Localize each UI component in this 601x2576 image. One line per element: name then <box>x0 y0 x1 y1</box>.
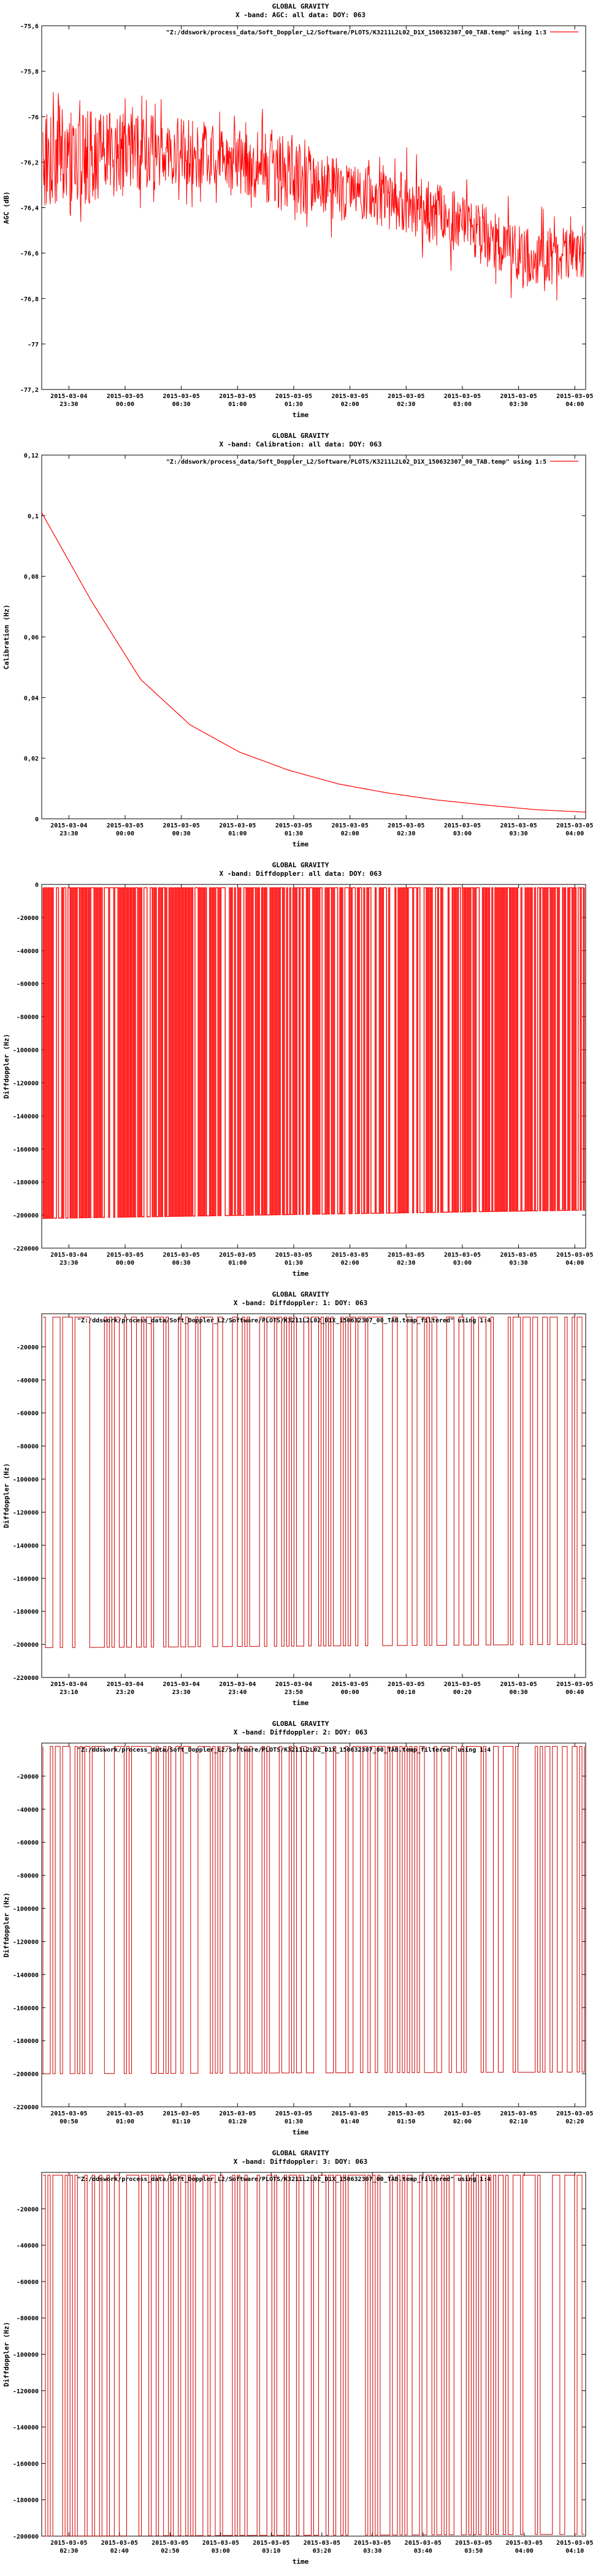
x-tick-date: 2015-03-05 <box>106 393 144 400</box>
chart-subtitle: X -band: Diffdoppler: 1: DOY: 063 <box>233 1299 368 1307</box>
x-tick-time: 00:40 <box>565 1689 584 1696</box>
x-tick-time: 04:00 <box>515 2548 534 2555</box>
x-tick-date: 2015-03-05 <box>556 2540 594 2547</box>
y-tick-label: -100000 <box>12 1906 39 1913</box>
chart-agc-svg <box>0 0 601 429</box>
x-tick-date: 2015-03-05 <box>500 393 537 400</box>
x-tick-date: 2015-03-05 <box>219 393 256 400</box>
y-tick-label: -40000 <box>16 1377 39 1384</box>
y-tick-label: -20000 <box>16 1773 39 1781</box>
y-tick-label: -180000 <box>12 2038 39 2045</box>
series-trace <box>43 1746 584 2074</box>
x-tick-date: 2015-03-05 <box>556 822 594 829</box>
x-tick-date: 2015-03-05 <box>163 393 200 400</box>
x-tick-time: 23:50 <box>284 1689 304 1696</box>
y-tick-label: -120000 <box>12 1939 39 1946</box>
y-tick-label: 0,12 <box>23 453 39 459</box>
x-tick-time: 04:00 <box>565 1260 584 1267</box>
chart-subtitle: X -band: AGC: all data: DOY: 063 <box>235 11 366 19</box>
x-tick-time: 00:20 <box>453 1689 472 1696</box>
legend-text: "Z:/ddswork/process_data/Soft_Doppler_L2/Software/PLOTS/K3211L2L02_D1X_150632307_00_TAB.temp" using 1:5 <box>166 459 546 466</box>
y-tick-label: -220000 <box>12 1246 39 1252</box>
y-tick-label: -40000 <box>16 2242 39 2250</box>
y-tick-label: -160000 <box>12 1576 39 1583</box>
y-tick-label: -120000 <box>12 1080 39 1087</box>
x-tick-date: 2015-03-05 <box>388 1252 425 1259</box>
diffdoppler-line <box>43 887 584 1218</box>
x-tick-date: 2015-03-05 <box>556 393 594 400</box>
x-tick-date: 2015-03-05 <box>275 2110 313 2117</box>
x-axis-label: time <box>292 840 309 848</box>
y-tick-label: -76,4 <box>20 205 39 212</box>
y-tick-label: -60000 <box>16 981 39 988</box>
y-tick-label: -20000 <box>16 914 39 922</box>
chart-subtitle: X -band: Diffdoppler: 3: DOY: 063 <box>233 2158 368 2166</box>
x-tick-time: 00:30 <box>509 1689 528 1696</box>
calibration-line <box>42 513 586 812</box>
diffdoppler-line <box>43 2175 584 2536</box>
y-axis-label: Diffdoppler (Hz) <box>2 2321 10 2387</box>
x-tick-time: 03:00 <box>453 401 472 408</box>
agc-line <box>43 92 584 301</box>
x-tick-time: 02:00 <box>340 830 359 837</box>
x-axis-label: time <box>292 1699 309 1707</box>
x-tick-date: 2015-03-05 <box>151 2540 189 2547</box>
x-tick-date: 2015-03-05 <box>443 2110 481 2117</box>
y-tick-label: -75,8 <box>20 69 39 76</box>
y-tick-label: -76,6 <box>20 250 39 258</box>
chart-diffdoppler-2 <box>0 1717 601 2147</box>
chart-calibration <box>0 429 601 859</box>
x-tick-time: 00:10 <box>397 1689 416 1696</box>
legend-text: "Z:/ddswork/process_data/Soft_Doppler_L2/Software/PLOTS/K3211L2L02_D1X_150632307_00_TAB.temp" using 1:3 <box>166 29 546 36</box>
x-tick-time: 23:40 <box>228 1689 247 1696</box>
x-tick-time: 04:00 <box>565 401 584 408</box>
x-tick-time: 23:20 <box>115 1689 135 1696</box>
x-tick-date: 2015-03-05 <box>500 1681 537 1688</box>
y-tick-label: -75,6 <box>20 23 39 30</box>
x-tick-time: 03:00 <box>453 1260 472 1267</box>
x-tick-date: 2015-03-05 <box>106 2110 144 2117</box>
x-tick-time: 01:00 <box>228 401 247 408</box>
y-tick-label: -40000 <box>16 1806 39 1814</box>
x-tick-time: 02:00 <box>340 1260 359 1267</box>
x-tick-time: 02:50 <box>161 2548 180 2555</box>
x-tick-time: 03:30 <box>509 1260 528 1267</box>
x-tick-date: 2015-03-05 <box>556 2110 594 2117</box>
x-tick-time: 02:30 <box>59 2548 78 2555</box>
y-tick-label: -77,2 <box>20 387 39 394</box>
y-axis-label: Diffdoppler (Hz) <box>2 1463 10 1528</box>
y-tick-label: -140000 <box>12 1543 39 1550</box>
y-tick-label: -20000 <box>16 2206 39 2214</box>
x-tick-time: 02:20 <box>565 2118 584 2125</box>
x-tick-time: 23:30 <box>59 401 78 408</box>
y-tick-label: -220000 <box>12 1675 39 1682</box>
y-tick-label: -80000 <box>16 2315 39 2323</box>
x-tick-date: 2015-03-05 <box>331 822 369 829</box>
y-tick-label: -160000 <box>12 1146 39 1154</box>
y-tick-label: -200000 <box>12 2534 39 2540</box>
y-tick-label: -200000 <box>12 1642 39 1649</box>
x-tick-date: 2015-03-05 <box>443 1252 481 1259</box>
x-tick-date: 2015-03-04 <box>219 1681 256 1688</box>
x-tick-time: 01:20 <box>228 2118 247 2125</box>
chart-diffdoppler-all <box>0 859 601 1288</box>
legend-text: "Z:/ddswork/process_data/Soft_Doppler_L2/Software/PLOTS/K3211L2L02_D1X_150632307_00_TAB.temp_filtered" using 1:4 <box>77 1747 491 1754</box>
x-tick-time: 00:00 <box>115 830 135 837</box>
y-tick-label: -76,2 <box>20 159 39 167</box>
x-tick-time: 03:30 <box>509 830 528 837</box>
x-tick-date: 2015-03-05 <box>303 2540 340 2547</box>
y-axis-label: Diffdoppler (Hz) <box>2 1892 10 1958</box>
x-tick-time: 02:30 <box>397 401 416 408</box>
legend-text: "Z:/ddswork/process_data/Soft_Doppler_L2/Software/PLOTS/K3211L2L02_D1X_150632307_00_TAB.temp_filtered" using 1:4 <box>77 2176 491 2183</box>
plot-frame <box>42 26 586 389</box>
x-tick-date: 2015-03-04 <box>106 1681 144 1688</box>
x-tick-date: 2015-03-05 <box>275 822 313 829</box>
chart-diffdoppler-2-svg <box>0 1717 601 2147</box>
y-tick-label: 0 <box>34 816 39 823</box>
y-tick-label: -140000 <box>12 2425 39 2432</box>
y-axis-label: AGC (dB) <box>2 191 10 224</box>
chart-subtitle: X -band: Calibration: all data: DOY: 063 <box>219 440 382 448</box>
x-tick-date: 2015-03-05 <box>50 2110 88 2117</box>
x-tick-date: 2015-03-05 <box>331 1252 369 1259</box>
series-trace <box>42 513 586 812</box>
y-tick-label: -80000 <box>16 1443 39 1451</box>
x-tick-time: 00:00 <box>115 401 135 408</box>
x-tick-time: 03:10 <box>262 2548 281 2555</box>
chart-diffdoppler-3-svg <box>0 2147 601 2576</box>
chart-diffdoppler-all-svg <box>0 859 601 1288</box>
diffdoppler-line <box>43 1746 584 2074</box>
chart-diffdoppler-1-svg <box>0 1288 601 1717</box>
chart-title: GLOBAL GRAVITY <box>272 1720 329 1728</box>
x-tick-date: 2015-03-04 <box>275 1681 313 1688</box>
plot-frame <box>42 1314 586 1677</box>
x-tick-time: 03:30 <box>509 401 528 408</box>
chart-title: GLOBAL GRAVITY <box>272 432 329 440</box>
x-axis-label: time <box>292 2558 309 2566</box>
x-tick-date: 2015-03-05 <box>275 1252 313 1259</box>
y-tick-label: 0,04 <box>23 695 39 702</box>
chart-subtitle: X -band: Diffdoppler: 2: DOY: 063 <box>233 1728 368 1736</box>
y-tick-label: -60000 <box>16 1410 39 1417</box>
x-tick-date: 2015-03-04 <box>50 1681 88 1688</box>
series-trace <box>43 887 584 1218</box>
x-tick-time: 00:00 <box>340 1689 359 1696</box>
y-tick-label: 0,06 <box>23 634 39 642</box>
y-tick-label: -160000 <box>12 2461 39 2468</box>
x-tick-date: 2015-03-05 <box>219 2110 256 2117</box>
y-tick-label: -20000 <box>16 1344 39 1351</box>
x-tick-time: 01:30 <box>284 401 304 408</box>
x-tick-date: 2015-03-04 <box>50 822 88 829</box>
x-tick-date: 2015-03-05 <box>443 1681 481 1688</box>
x-tick-time: 00:30 <box>172 401 191 408</box>
plot-frame <box>42 455 586 819</box>
x-tick-date: 2015-03-05 <box>500 2110 537 2117</box>
chart-calibration-svg <box>0 429 601 859</box>
x-axis-label: time <box>292 2128 309 2136</box>
x-tick-date: 2015-03-04 <box>163 1681 200 1688</box>
y-tick-label: -120000 <box>12 2388 39 2395</box>
x-tick-date: 2015-03-05 <box>556 1681 594 1688</box>
chart-agc <box>0 0 601 429</box>
x-tick-time: 01:00 <box>228 830 247 837</box>
x-tick-time: 02:30 <box>397 830 416 837</box>
y-tick-label: 0,1 <box>27 513 39 520</box>
y-tick-label: -160000 <box>12 2005 39 2012</box>
x-tick-time: 02:00 <box>453 2118 472 2125</box>
x-tick-time: 03:00 <box>211 2548 230 2555</box>
y-tick-label: 0,08 <box>23 573 39 581</box>
y-tick-label: -100000 <box>12 1476 39 1484</box>
x-tick-time: 03:40 <box>413 2548 432 2555</box>
x-tick-time: 01:30 <box>284 830 304 837</box>
x-tick-time: 03:50 <box>464 2548 483 2555</box>
y-tick-label: 0,02 <box>23 756 39 763</box>
x-tick-time: 23:30 <box>59 1260 78 1267</box>
chart-title: GLOBAL GRAVITY <box>272 2149 329 2157</box>
chart-title: GLOBAL GRAVITY <box>272 861 329 869</box>
x-tick-time: 01:00 <box>115 2118 135 2125</box>
chart-subtitle: X -band: Diffdoppler: all data: DOY: 063 <box>219 870 382 878</box>
x-tick-date: 2015-03-05 <box>163 1252 200 1259</box>
x-tick-time: 01:50 <box>397 2118 416 2125</box>
x-tick-date: 2015-03-05 <box>202 2540 239 2547</box>
x-tick-time: 01:30 <box>284 1260 304 1267</box>
x-tick-date: 2015-03-05 <box>50 2540 88 2547</box>
x-tick-date: 2015-03-05 <box>106 822 144 829</box>
x-tick-time: 02:00 <box>340 401 359 408</box>
y-tick-label: -200000 <box>12 2071 39 2079</box>
x-tick-date: 2015-03-05 <box>219 822 256 829</box>
x-tick-time: 00:30 <box>172 1260 191 1267</box>
x-tick-date: 2015-03-05 <box>388 1681 425 1688</box>
y-tick-label: -180000 <box>12 1609 39 1616</box>
x-tick-date: 2015-03-05 <box>500 1252 537 1259</box>
x-axis-label: time <box>292 411 309 419</box>
y-axis-label: Calibration (Hz) <box>2 604 10 670</box>
y-tick-label: -180000 <box>12 1179 39 1187</box>
x-tick-time: 03:30 <box>363 2548 382 2555</box>
x-tick-date: 2015-03-05 <box>404 2540 442 2547</box>
y-tick-label: -80000 <box>16 1014 39 1021</box>
y-tick-label: -80000 <box>16 1873 39 1880</box>
x-tick-date: 2015-03-05 <box>354 2540 391 2547</box>
x-tick-date: 2015-03-05 <box>500 822 537 829</box>
y-tick-label: 0 <box>34 882 39 889</box>
series-trace <box>43 92 584 301</box>
x-tick-time: 01:40 <box>340 2118 359 2125</box>
y-tick-label: -220000 <box>12 2104 39 2111</box>
chart-title: GLOBAL GRAVITY <box>272 1290 329 1298</box>
series-trace <box>43 2175 584 2536</box>
chart-title: GLOBAL GRAVITY <box>272 2 329 10</box>
y-axis-label: Diffdoppler (Hz) <box>2 1033 10 1099</box>
y-tick-label: -100000 <box>12 2352 39 2359</box>
x-tick-time: 03:00 <box>453 830 472 837</box>
x-tick-date: 2015-03-05 <box>505 2540 543 2547</box>
x-tick-time: 02:30 <box>397 1260 416 1267</box>
x-tick-date: 2015-03-05 <box>101 2540 138 2547</box>
x-tick-time: 01:00 <box>228 1260 247 1267</box>
x-tick-date: 2015-03-04 <box>50 393 88 400</box>
x-tick-time: 23:10 <box>59 1689 78 1696</box>
x-tick-date: 2015-03-05 <box>388 2110 425 2117</box>
x-tick-date: 2015-03-05 <box>275 393 313 400</box>
y-tick-label: -77 <box>27 341 39 348</box>
x-tick-time: 00:50 <box>59 2118 78 2125</box>
y-tick-label: -140000 <box>12 1972 39 1979</box>
x-tick-date: 2015-03-04 <box>50 1252 88 1259</box>
x-axis-label: time <box>292 1270 309 1278</box>
x-tick-time: 01:10 <box>172 2118 191 2125</box>
x-tick-date: 2015-03-05 <box>331 1681 369 1688</box>
chart-diffdoppler-1 <box>0 1288 601 1717</box>
x-tick-date: 2015-03-05 <box>163 822 200 829</box>
x-tick-time: 04:00 <box>565 830 584 837</box>
legend-text: "Z:/ddswork/process_data/Soft_Doppler_L2/Software/PLOTS/K3211L2L02_D1X_150632307_00_TAB.temp_filtered" using 1:4 <box>77 1317 491 1324</box>
y-tick-label: -60000 <box>16 1839 39 1847</box>
x-tick-date: 2015-03-05 <box>219 1252 256 1259</box>
x-tick-date: 2015-03-05 <box>106 1252 144 1259</box>
x-tick-date: 2015-03-05 <box>556 1252 594 1259</box>
x-tick-time: 23:30 <box>59 830 78 837</box>
x-tick-time: 03:20 <box>312 2548 331 2555</box>
y-tick-label: -120000 <box>12 1509 39 1517</box>
x-tick-time: 00:00 <box>115 1260 135 1267</box>
x-tick-time: 02:40 <box>110 2548 129 2555</box>
diffdoppler-line <box>43 1317 584 1647</box>
x-tick-time: 01:30 <box>284 2118 304 2125</box>
x-tick-date: 2015-03-05 <box>388 393 425 400</box>
x-tick-date: 2015-03-05 <box>331 2110 369 2117</box>
x-tick-time: 23:30 <box>172 1689 191 1696</box>
y-tick-label: -40000 <box>16 948 39 955</box>
x-tick-date: 2015-03-05 <box>443 393 481 400</box>
y-tick-label: -140000 <box>12 1113 39 1121</box>
y-tick-label: -60000 <box>16 2279 39 2286</box>
x-tick-date: 2015-03-05 <box>388 822 425 829</box>
y-tick-label: -76,8 <box>20 296 39 303</box>
x-tick-date: 2015-03-05 <box>163 2110 200 2117</box>
y-tick-label: -76 <box>27 114 39 121</box>
y-tick-label: -180000 <box>12 2497 39 2504</box>
x-tick-date: 2015-03-05 <box>331 393 369 400</box>
x-tick-time: 02:10 <box>509 2118 528 2125</box>
chart-diffdoppler-3 <box>0 2147 601 2576</box>
x-tick-date: 2015-03-05 <box>443 822 481 829</box>
x-tick-date: 2015-03-05 <box>455 2540 492 2547</box>
x-tick-time: 00:30 <box>172 830 191 837</box>
y-tick-label: -100000 <box>12 1047 39 1054</box>
y-tick-label: -200000 <box>12 1213 39 1220</box>
x-tick-date: 2015-03-05 <box>253 2540 290 2547</box>
series-trace <box>43 1317 584 1647</box>
x-tick-time: 04:10 <box>565 2548 584 2555</box>
